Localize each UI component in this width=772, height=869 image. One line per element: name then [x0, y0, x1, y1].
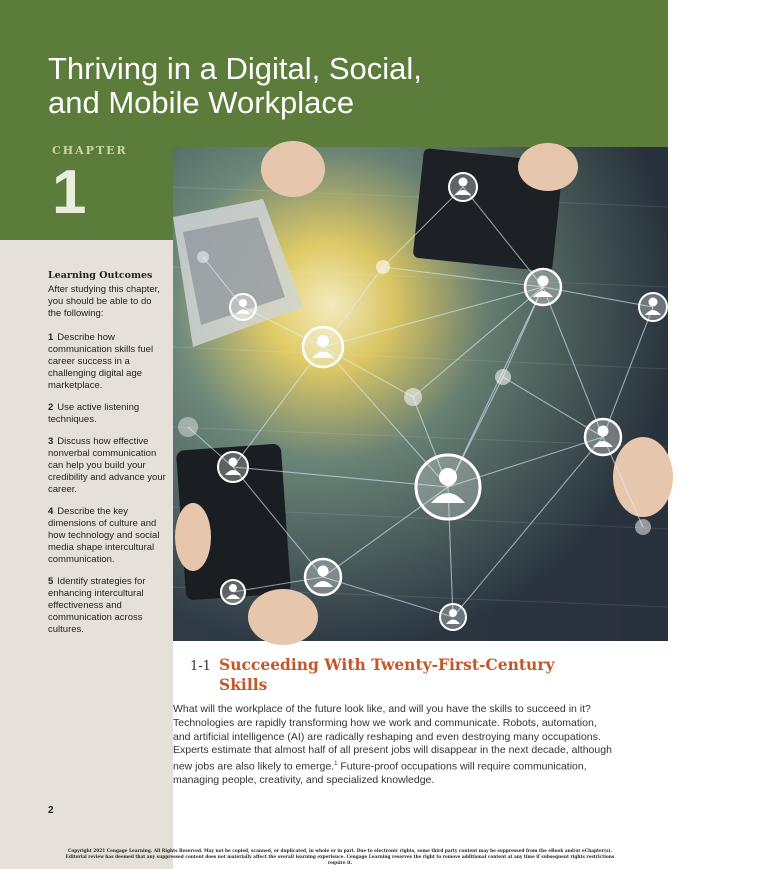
chapter-title-line-1: Thriving in a Digital, Social,: [48, 51, 422, 86]
network-dot: [635, 519, 651, 535]
learning-outcome-text: Identify strategies for enhancing intercultural effectiveness and communication across cultures.: [48, 576, 146, 635]
person-node-icon: [639, 293, 667, 321]
network-dot: [404, 388, 422, 406]
section-title-line-2: Skills: [219, 675, 268, 694]
learning-outcome-text: Use active listening techniques.: [48, 402, 140, 425]
body-text-part-2: Future-proof occupations will require communication, managing people, creativity, and specialized knowledge.: [173, 760, 587, 787]
chapter-title-line-2: and Mobile Workplace: [48, 85, 355, 120]
person-node-icon: [449, 173, 477, 201]
learning-outcome-number: 1: [48, 332, 54, 343]
copyright-notice: [60, 849, 620, 867]
learning-outcomes-heading: Learning Outcomes: [48, 270, 153, 281]
learning-outcome-text: Describe the key dimensions of culture and how technology and social media shape intercultural communication.: [48, 506, 160, 565]
body-text-part-1: What will the workplace of the future look like, and will you have the skills to succeed in it? Technologies are rapidly transforming how we work and communicate. Robots, automation, and artificial intelligence (AI) are radically reshaping and even destroying many occupations. Experts estimate that almost half of all present jobs will disappear in the next decade, although new jobs are also likely to emerge.: [173, 703, 612, 773]
learning-outcome-text: Discuss how effective nonverbal communication can help you build your credibility and advance your career.: [48, 436, 166, 495]
network-dot: [197, 251, 209, 263]
learning-outcome-item: [48, 576, 166, 636]
network-illustration: [173, 147, 668, 641]
learning-outcome-item: [48, 436, 166, 496]
person-node-icon: [303, 327, 343, 367]
learning-outcomes-intro: After studying this chapter, you should be able to do the following:: [48, 284, 160, 319]
learning-outcome-number: 4: [48, 506, 54, 517]
network-dot: [376, 260, 390, 274]
chapter-label: CHAPTER: [52, 144, 128, 157]
chapter-title: [48, 52, 608, 120]
learning-outcome-number: 2: [48, 402, 54, 413]
learning-outcome-item: [48, 506, 166, 566]
person-node-icon: [440, 604, 466, 630]
page-number: 2: [48, 805, 54, 816]
chapter-block: [0, 147, 173, 240]
person-node-icon: [305, 559, 341, 595]
person-node-icon: [218, 452, 248, 482]
learning-outcome-number: 3: [48, 436, 54, 447]
person-node-icon: [525, 269, 561, 305]
footnote-marker[interactable]: 1: [334, 761, 338, 768]
learning-outcomes-list: [48, 332, 166, 646]
section-number: 1-1: [190, 659, 211, 674]
learning-outcome-text: Describe how communication skills fuel career success in a challenging digital age marketplace.: [48, 332, 154, 391]
learning-outcome-number: 5: [48, 576, 54, 587]
section-title: [219, 655, 619, 695]
person-node-icon: [585, 419, 621, 455]
person-node-icon: [416, 455, 480, 519]
person-node-icon: [221, 580, 245, 604]
person-node-icon: [230, 294, 256, 320]
copyright-line-2: Editorial review has deemed that any suppressed content does not materially affect the overall learning experience. Cengage Learning reserves the right to remove additional content at any time if subsequent rights restrictions require it.: [65, 855, 615, 866]
copyright-line-1: Copyright 2021 Cengage Learning. All Rights Reserved. May not be copied, scanned, or duplicated, in whole or in part. Due to electronic rights, some third party content may be suppressed from the eBook and/or eChapter(s).: [67, 849, 613, 854]
chapter-number: 1: [52, 158, 87, 227]
network-dot: [178, 417, 198, 437]
learning-outcome-item: [48, 332, 166, 392]
network-dot: [495, 369, 511, 385]
section-title-line-1: Succeeding With Twenty-First-Century: [219, 655, 555, 674]
body-paragraph: [173, 703, 613, 788]
learning-outcome-item: [48, 402, 166, 426]
photo-credit: metamorworks/Shutterstock.com: [756, 674, 763, 785]
